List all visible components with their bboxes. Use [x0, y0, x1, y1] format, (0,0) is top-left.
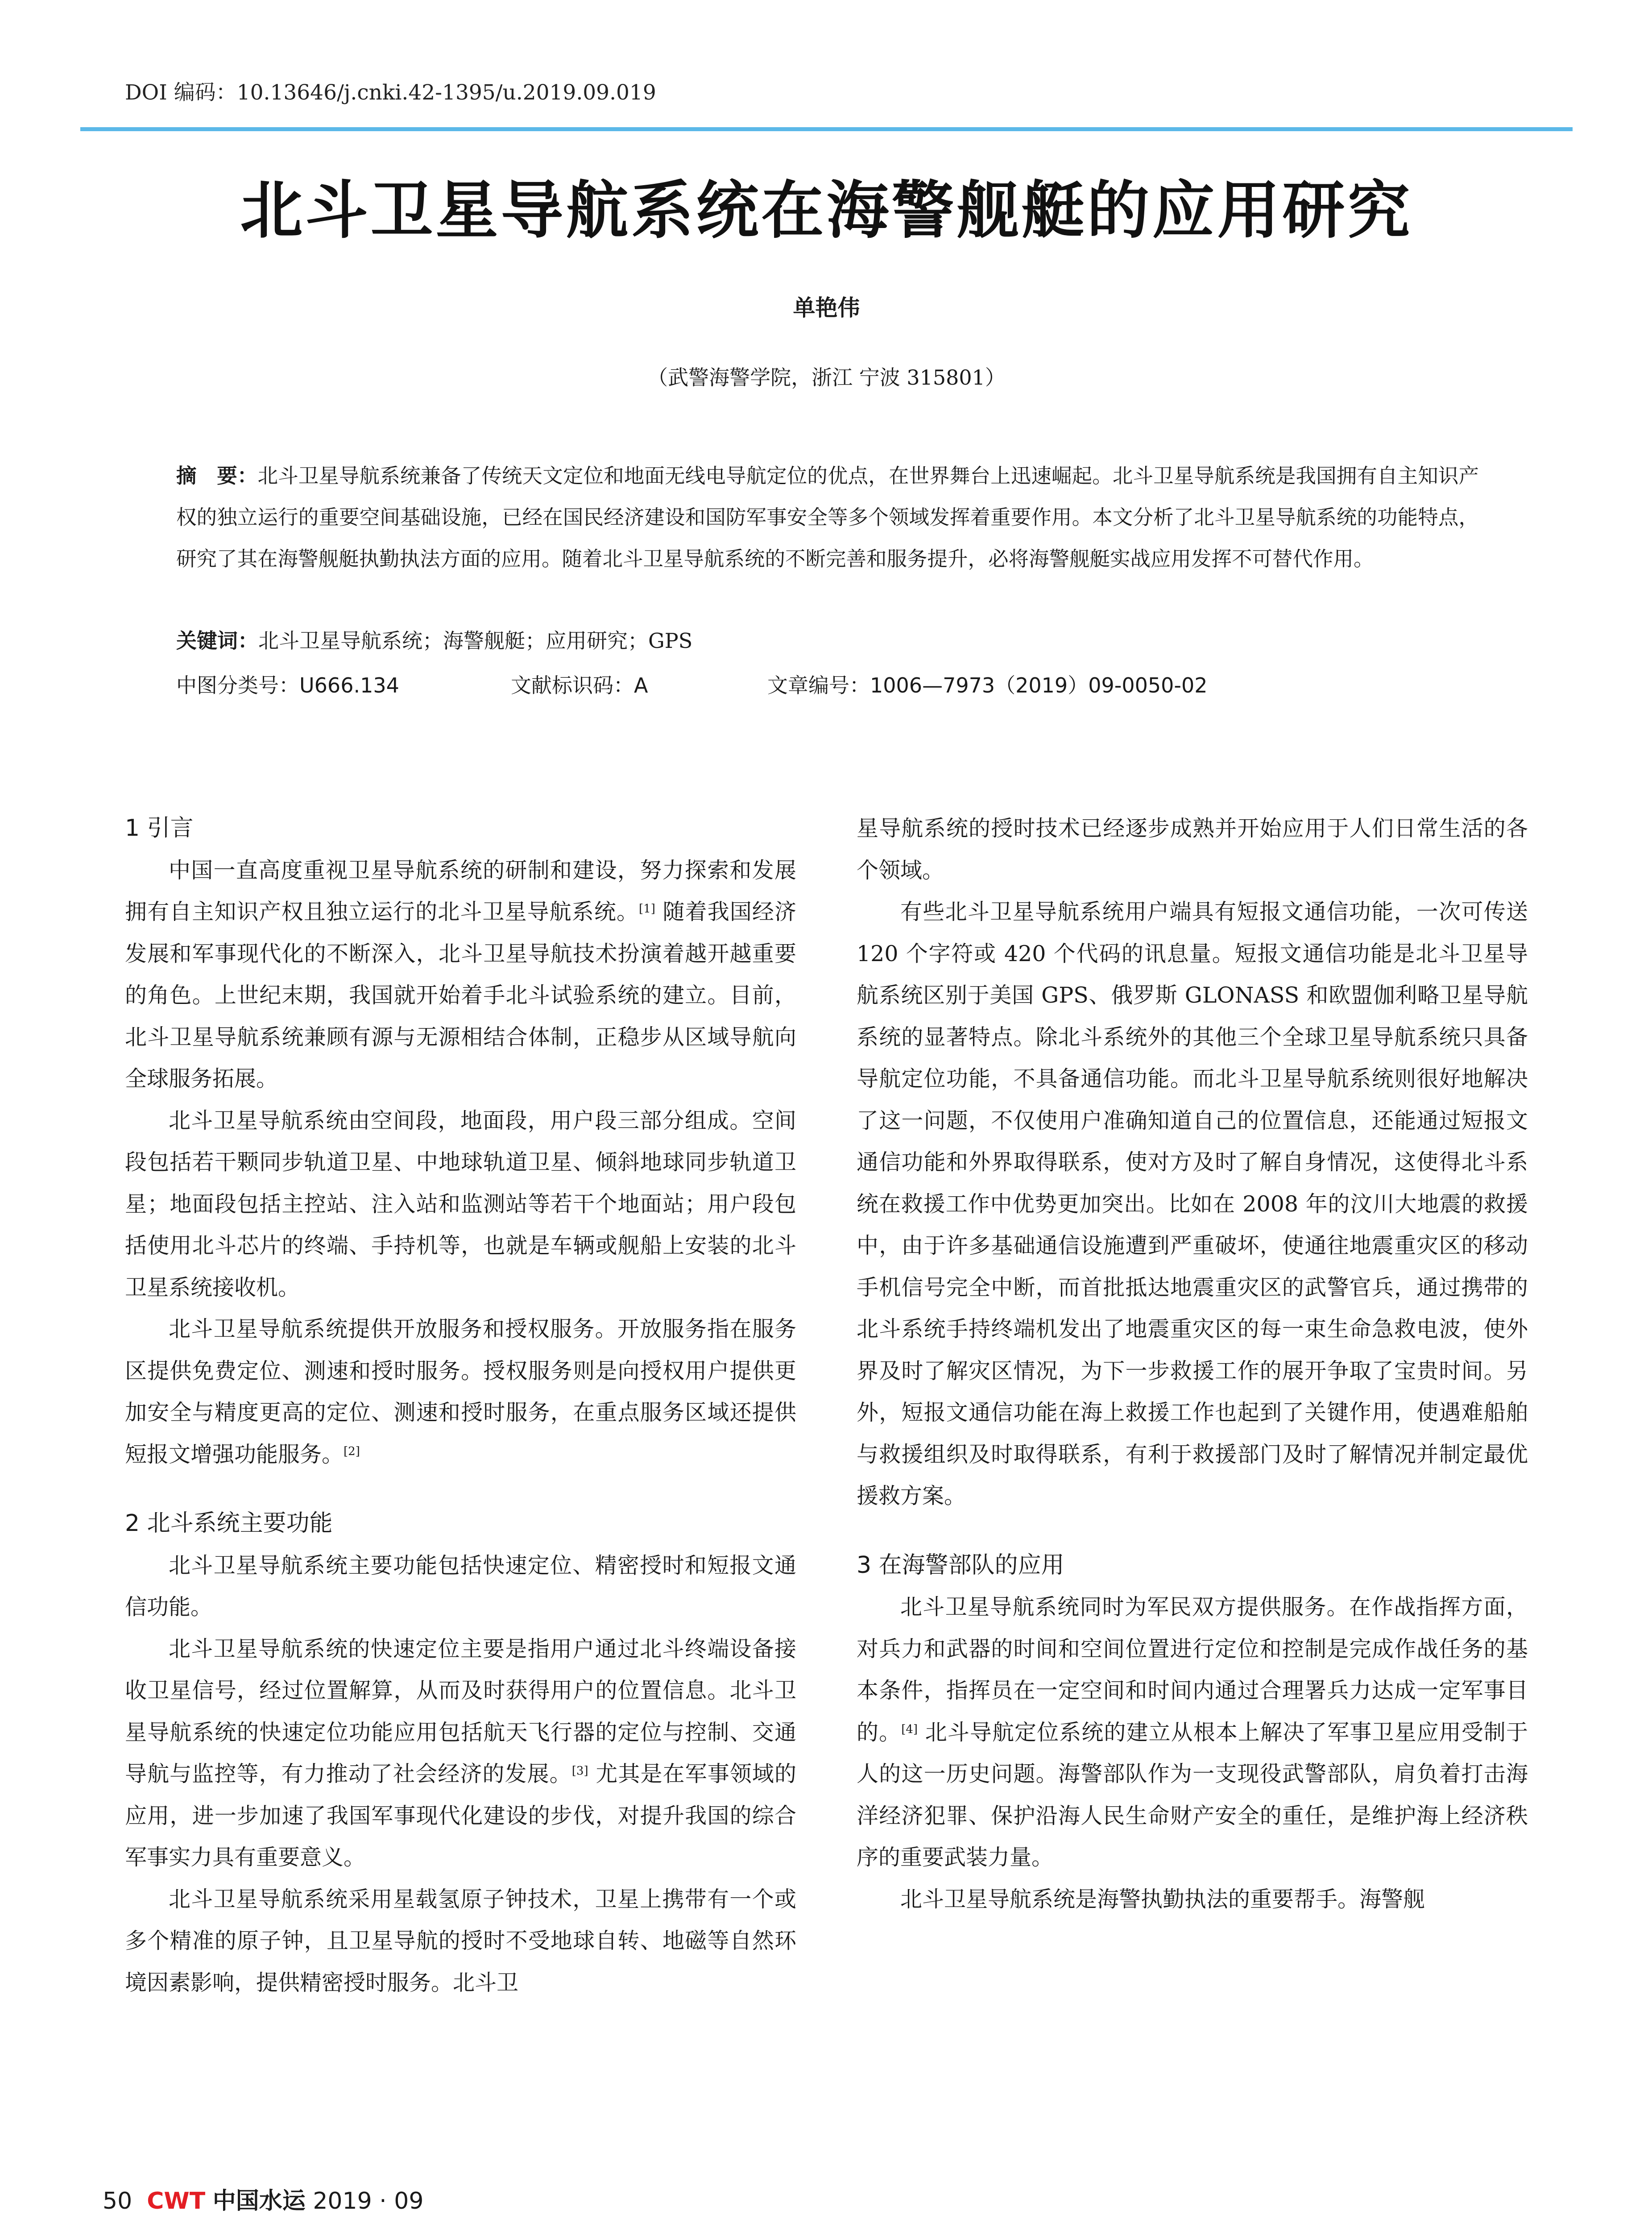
clc-number: 中图分类号：U666.134 — [176, 673, 399, 697]
abstract-text: 北斗卫星导航系统兼备了传统天文定位和地面无线电导航定位的优点，在世界舞台上迅速崛起。北斗卫星导航系统是我国拥有自主知识产权的独立运行的重要空间基础设施，已经在国民经济建设和国防军事安全等多个领域发挥着重要作用。本文分析了北斗卫星导航系统的功能特点，研究了其在海警舰艇执勤执法方面的应用。随着北斗卫星导航系统的不断完善和服务提升，必将海警舰艇实战应用发挥不可替代作用。 — [176, 464, 1479, 571]
author-name: 单艳伟 — [793, 295, 860, 321]
paragraph-continued: 星导航系统的授时技术已经逐步成熟并开始应用于人们日常生活的各个领域。 — [857, 816, 1528, 883]
page-number: 50 — [103, 2188, 132, 2214]
paragraph: 中国一直高度重视卫星导航系统的研制和建设，努力探索和发展拥有自主知识产权且独立运行的北斗卫星导航系统。[1] 随着我国经济发展和军事现代化的不断深入，北斗卫星导航技术扮演着越开越重要的角色。上世纪末期，我国就开始着手北斗试验系统的建立。目前，北斗卫星导航系统兼顾有源与无源相结合体制，正稳步从区域导航向全球服务拓展。 — [125, 857, 796, 1091]
paragraph: 北斗卫星导航系统同时为军民双方提供服务。在作战指挥方面，对兵力和武器的时间和空间位置进行定位和控制是完成作战任务的基本条件，指挥员在一定空间和时间内通过合理署兵力达成一定军事目的。[4] 北斗导航定位系统的建立从根本上解决了军事卫星应用受制于人的这一历史问题。海警部队作为一支现役武警部队，肩负着打击海洋经济犯罪、保护沿海人民生命财产安全的重任，是维护海上经济秩序的重要武装力量。 — [857, 1594, 1528, 1870]
citation: [2] — [344, 1444, 360, 1458]
paragraph: 北斗卫星导航系统采用星载氢原子钟技术，卫星上携带有一个或多个精准的原子钟，且卫星导航的授时不受地球自转、地磁等自然环境因素影响，提供精密授时服务。北斗卫 — [125, 1886, 796, 1995]
section-heading-3: 3 在海警部队的应用 — [857, 1551, 1064, 1579]
cwt-logo-text: CWT — [147, 2188, 206, 2214]
section-heading-1: 1 引言 — [125, 815, 194, 842]
author-affiliation: （武警海警学院，浙江 宁波 315801） — [647, 365, 1006, 390]
abstract-label: 摘 要： — [176, 464, 258, 488]
left-column — [125, 808, 796, 2003]
header-rule — [80, 127, 1573, 131]
page-footer — [103, 2182, 423, 2215]
magazine-name: 中国水运 — [212, 2188, 306, 2214]
keywords-label: 关键词： — [176, 629, 258, 653]
keywords-text: 北斗卫星导航系统；海警舰艇；应用研究；GPS — [258, 629, 693, 653]
citation: [1] — [639, 902, 655, 916]
paragraph: 北斗卫星导航系统是海警执勤执法的重要帮手。海警舰 — [900, 1886, 1425, 1912]
paper-title: 北斗卫星导航系统在海警舰艇的应用研究 — [240, 174, 1413, 247]
section-heading-2: 2 北斗系统主要功能 — [125, 1510, 333, 1537]
document-code: 文献标识码：A — [511, 673, 648, 697]
doi-line: DOI 编码：10.13646/j.cnki.42-1395/u.2019.09.019 — [125, 80, 656, 105]
paragraph: 北斗卫星导航系统提供开放服务和授权服务。开放服务指在服务区提供免费定位、测速和授时服务。授权服务则是向授权用户提供更加安全与精度更高的定位、测速和授时服务，在重点服务区域还提供短报文增强功能服务。[2] — [125, 1316, 796, 1467]
article-number: 文章编号：1006—7973（2019）09-0050-02 — [767, 673, 1208, 697]
paragraph: 北斗卫星导航系统由空间段，地面段，用户段三部分组成。空间段包括若干颗同步轨道卫星、中地球轨道卫星、倾斜地球同步轨道卫星；地面段包括主控站、注入站和监测站等若干个地面站；用户段包括使用北斗芯片的终端、手持机等，也就是车辆或舰船上安装的北斗卫星系统接收机。 — [125, 1107, 796, 1300]
paragraph: 北斗卫星导航系统的快速定位主要是指用户通过北斗终端设备接收卫星信号，经过位置解算，从而及时获得用户的位置信息。北斗卫星导航系统的快速定位功能应用包括航天飞行器的定位与控制、交通导航与监控等，有力推动了社会经济的发展。[3] 尤其是在军事领域的应用，进一步加速了我国军事现代化建设的步伐，对提升我国的综合军事实力具有重要意义。 — [125, 1636, 796, 1870]
keywords — [176, 625, 692, 654]
paragraph: 有些北斗卫星导航系统用户端具有短报文通信功能，一次可传送 120 个字符或 420 个代码的讯息量。短报文通信功能是北斗卫星导航系统区别于美国 GPS、俄罗斯 GLONASS 和欧盟伽利略卫星导航系统的显著特点。除北斗系统外的其他三个全球卫星导航系统只具备导航定位功能，不具备通信功能。而北斗卫星导航系统则很好地解决了这一问题，不仅使用户准确知道自己的位置信息，还能通过短报文通信功能和外界取得联系，使对方及时了解自身情况，这使得北斗系统在救援工作中优势更加突出。比如在 2008 年的汶川大地震的救援中，由于许多基础通信设施遭到严重破坏，使通往地震重灾区的移动手机信号完全中断，而首批抵达地震重灾区的武警官兵，通过携带的北斗系统手持终端机发出了地震重灾区的每一束生命急救电波，使外界及时了解灾区情况，为下一步救援工作的展开争取了宝贵时间。另外，短报文通信功能在海上救援工作也起到了关键作用，使遇难船舶与救援组织及时取得联系，有利于救援部门及时了解情况并制定最优援救方案。 — [857, 899, 1528, 1509]
citation: [3] — [571, 1764, 588, 1778]
issue-number: 2019 · 09 — [313, 2188, 424, 2214]
paragraph: 北斗卫星导航系统主要功能包括快速定位、精密授时和短报文通信功能。 — [125, 1552, 796, 1620]
citation: [4] — [901, 1722, 918, 1736]
abstract — [176, 455, 1479, 580]
right-column — [857, 808, 1528, 1920]
